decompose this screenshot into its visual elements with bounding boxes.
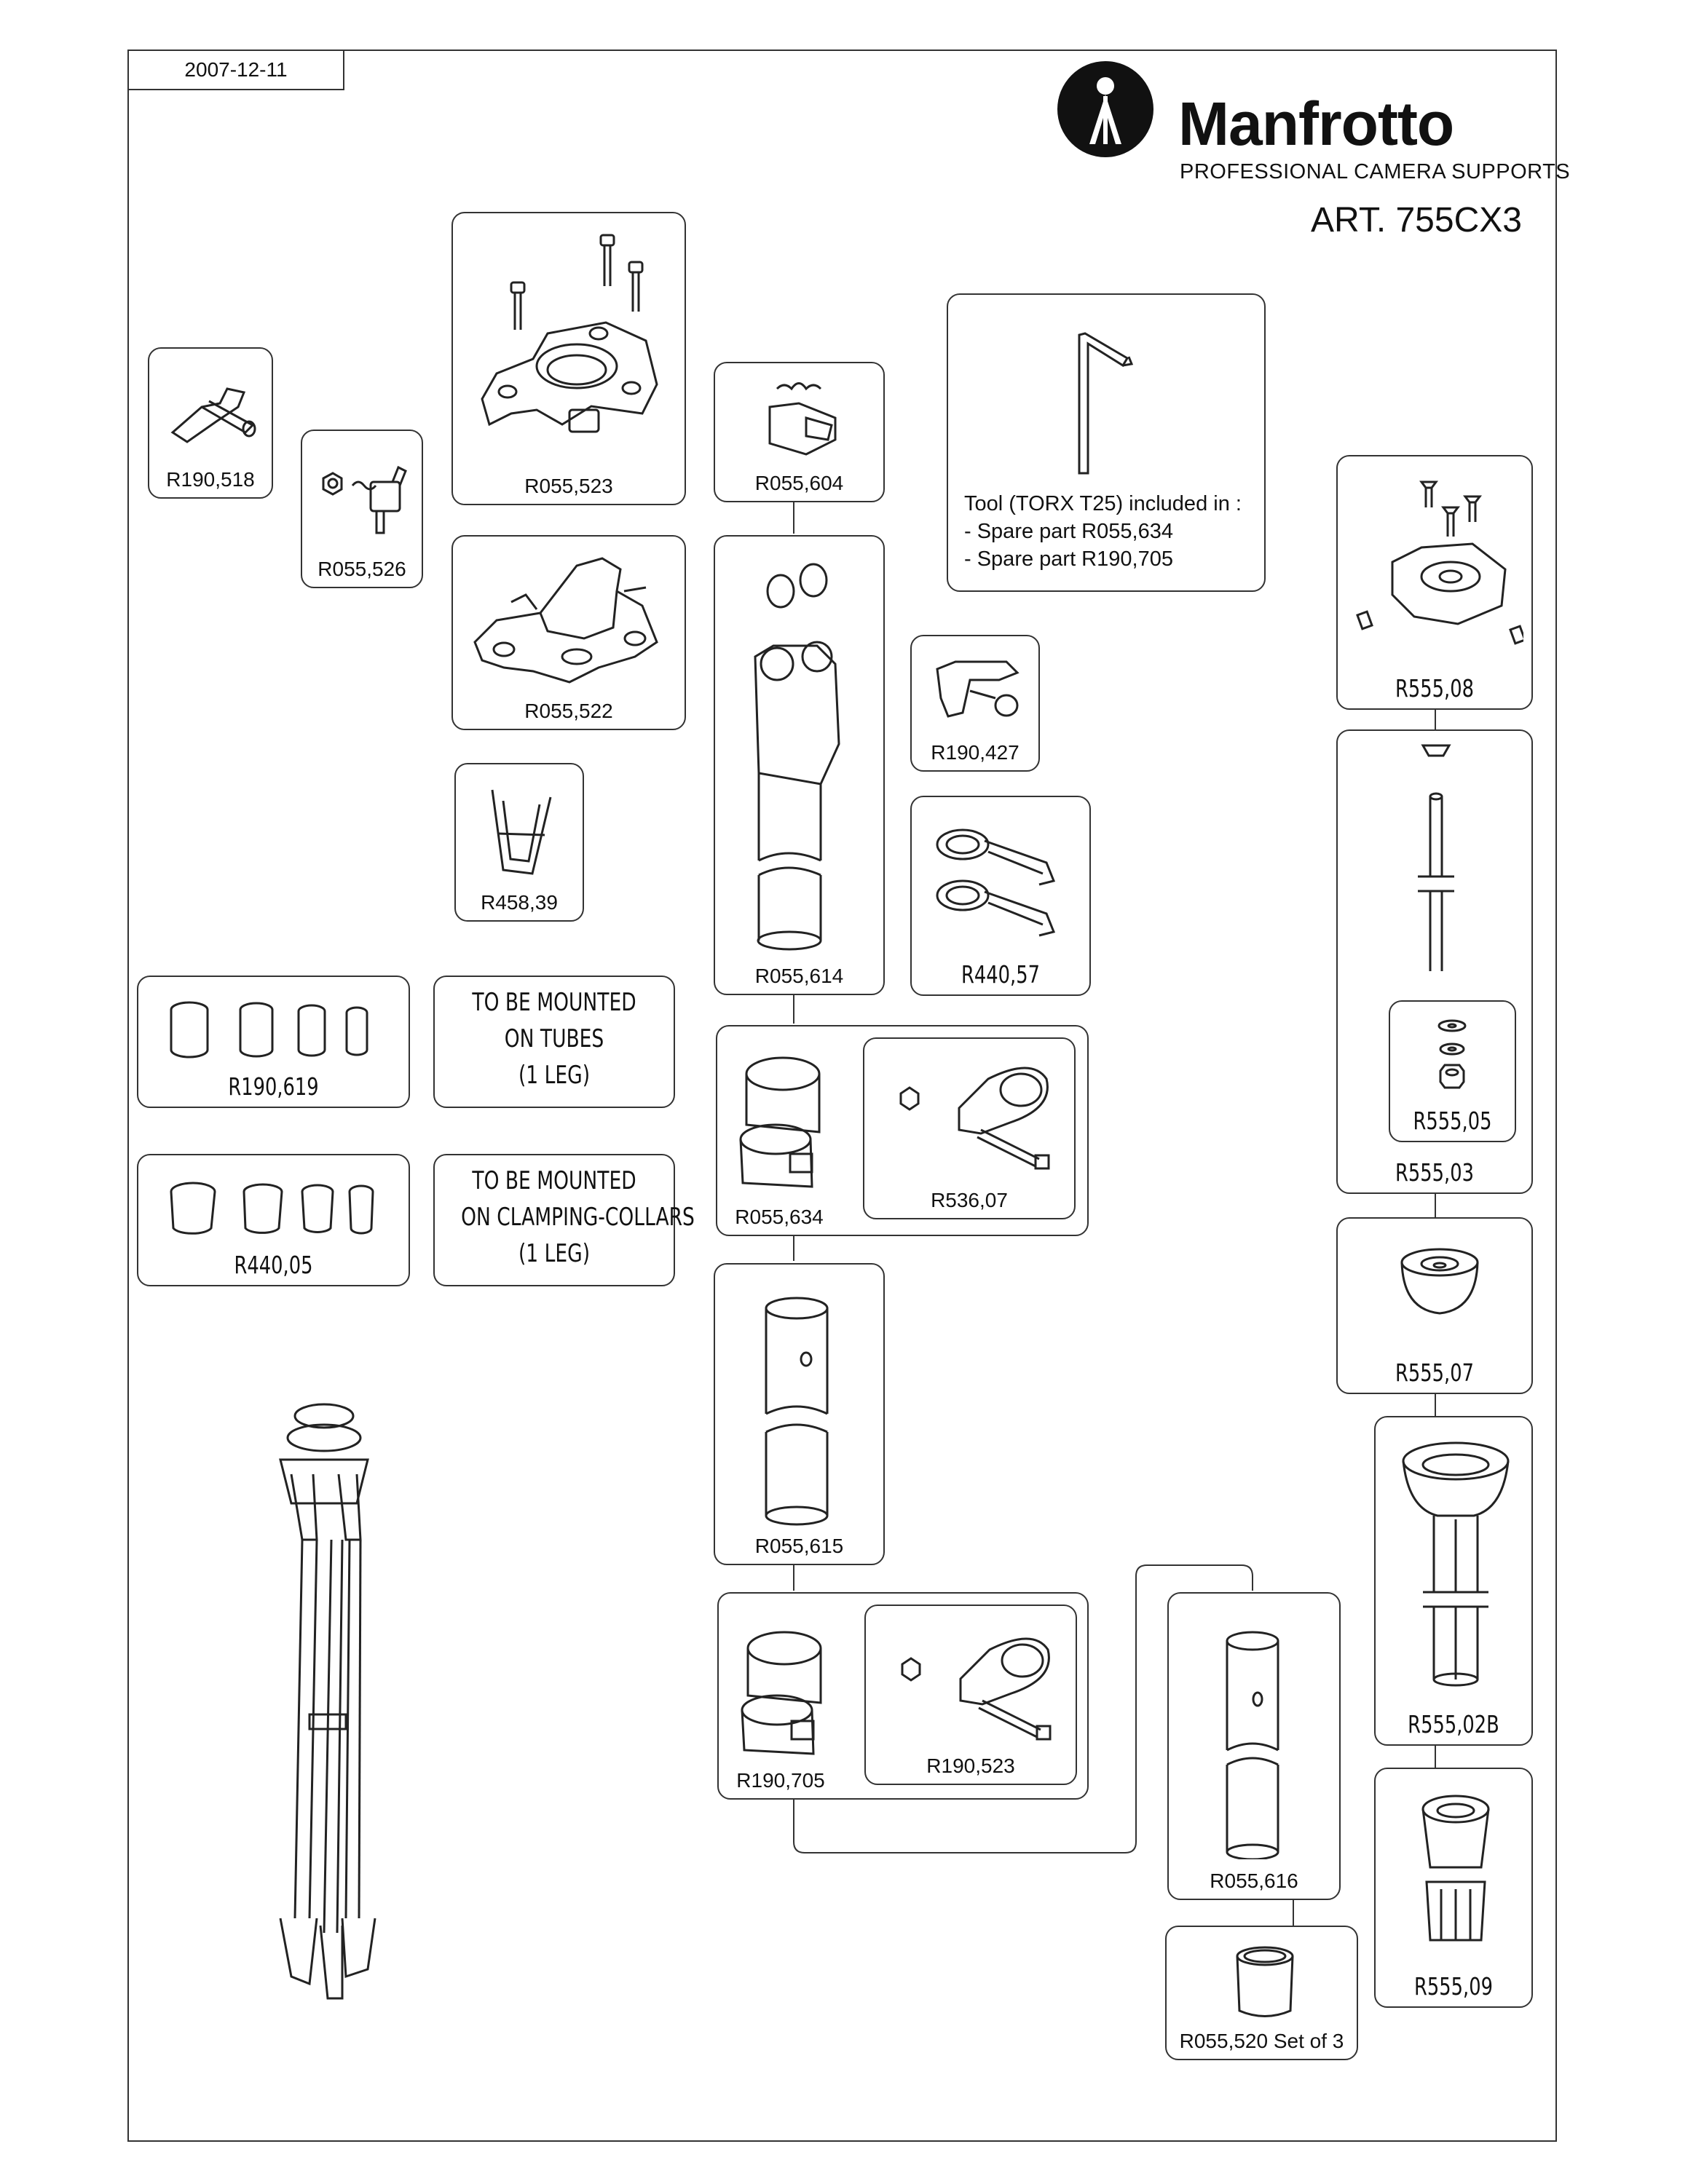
part-box-r555-03 — [1336, 729, 1533, 1194]
part-number: R055,615 — [754, 1535, 844, 1557]
exploded-part-drawing — [733, 1626, 835, 1765]
exploded-part-drawing — [468, 547, 673, 693]
mounting-note-tubes — [433, 976, 675, 1108]
date-label: 2007-12-11 — [127, 50, 344, 90]
part-box-r055-522 — [451, 535, 686, 730]
part-box-r055-615 — [714, 1263, 885, 1565]
exploded-part-drawing — [888, 1621, 1062, 1752]
part-number: R440,05 — [234, 1251, 313, 1279]
exploded-part-drawing — [1205, 1619, 1307, 1859]
exploded-part-drawing — [468, 232, 673, 464]
part-box-r055-523 — [451, 212, 686, 505]
part-box-r055-614 — [714, 535, 885, 995]
part-box-r555-07 — [1336, 1217, 1533, 1394]
part-box-r458-39 — [454, 763, 584, 922]
part-number: R190,523 — [926, 1754, 1015, 1777]
note-line: (1 LEG) — [518, 1061, 591, 1090]
part-box-r190-619 — [137, 976, 410, 1108]
part-number: R190,705 — [736, 1769, 825, 1792]
manfrotto-logo-icon — [1054, 58, 1156, 160]
part-box-r555-02b — [1374, 1416, 1533, 1746]
exploded-part-drawing — [1407, 738, 1465, 978]
exploded-part-drawing — [478, 783, 565, 885]
part-number: R190,518 — [166, 468, 255, 491]
exploded-part-drawing — [1423, 1013, 1481, 1100]
tool-line: Tool (TORX T25) included in : — [964, 492, 1242, 515]
part-box-r055-634 — [716, 1025, 1089, 1236]
part-number: R555,03 — [1395, 1158, 1474, 1187]
part-box-r555-05 — [1389, 1000, 1516, 1142]
part-number: R055,522 — [524, 700, 613, 722]
note-line: TO BE MOUNTED — [472, 988, 636, 1017]
tool-line: - Spare part R055,634 — [964, 520, 1173, 543]
part-box-r440-05 — [137, 1154, 410, 1286]
exploded-part-drawing — [153, 995, 401, 1064]
part-number: R055,614 — [754, 965, 844, 987]
exploded-part-drawing — [926, 647, 1028, 742]
part-box-r190-427 — [910, 635, 1040, 772]
part-number: R190,619 — [228, 1072, 319, 1101]
exploded-part-drawing — [1228, 1945, 1301, 2025]
exploded-part-drawing — [1396, 1241, 1483, 1328]
article-number: ART. 755CX3 — [1311, 201, 1522, 240]
part-box-r055-526 — [301, 430, 423, 588]
note-line: (1 LEG) — [518, 1239, 591, 1268]
part-box-r190-523 — [864, 1605, 1077, 1785]
part-number: R055,523 — [524, 475, 613, 497]
exploded-part-drawing — [312, 446, 414, 547]
exploded-part-drawing — [1349, 467, 1523, 664]
part-number: R555,05 — [1413, 1107, 1492, 1135]
tool-line: - Spare part R190,705 — [964, 547, 1173, 571]
part-number: R190,427 — [931, 741, 1019, 764]
exploded-part-drawing — [886, 1050, 1061, 1181]
note-line: ON TUBES — [504, 1024, 604, 1053]
exploded-part-drawing — [1408, 1787, 1503, 1962]
exploded-part-drawing — [1394, 1439, 1518, 1694]
part-box-r440-57 — [910, 796, 1091, 996]
part-box-r555-08 — [1336, 455, 1533, 710]
part-number: R440,57 — [961, 960, 1040, 989]
exploded-part-drawing — [930, 812, 1076, 950]
part-box-r190-518 — [148, 347, 273, 499]
part-number: R555,07 — [1395, 1358, 1474, 1387]
part-number: R555,08 — [1395, 674, 1474, 703]
tool-info-box — [947, 293, 1266, 592]
part-box-r055-604 — [714, 362, 885, 502]
part-number: R458,39 — [481, 891, 558, 914]
brand-logo — [1054, 58, 1571, 189]
part-box-r055-616 — [1167, 1592, 1341, 1900]
part-number: R055,634 — [735, 1206, 824, 1228]
mounting-note-collars — [433, 1154, 695, 1286]
note-line: ON CLAMPING-COLLARS — [461, 1203, 695, 1232]
brand-tagline: PROFESSIONAL CAMERA SUPPORTS — [1180, 160, 1571, 183]
part-box-r555-09 — [1374, 1768, 1533, 2008]
tripod-assembly-drawing — [251, 1394, 397, 2006]
brand-name: Manfrotto — [1178, 90, 1454, 158]
exploded-part-drawing — [158, 363, 266, 458]
part-number: R055,604 — [754, 472, 844, 494]
exploded-part-drawing — [744, 555, 861, 962]
part-number: R055,520 Set of 3 — [1179, 2030, 1344, 2052]
part-number: R055,616 — [1210, 1870, 1298, 1892]
part-number: R555,02B — [1408, 1710, 1499, 1738]
part-number: R536,07 — [931, 1189, 1008, 1211]
part-box-r055-520 — [1165, 1926, 1358, 2060]
exploded-part-drawing — [153, 1174, 401, 1243]
part-box-r536-07 — [863, 1037, 1076, 1219]
exploded-part-drawing — [752, 1290, 853, 1530]
part-number: R555,09 — [1414, 1972, 1493, 2001]
note-line: TO BE MOUNTED — [472, 1166, 636, 1195]
part-number: R055,526 — [318, 558, 406, 580]
exploded-part-drawing — [755, 374, 850, 469]
exploded-part-drawing — [732, 1052, 834, 1198]
torx-key-icon — [1065, 328, 1152, 480]
part-box-r190-705 — [717, 1592, 1089, 1800]
